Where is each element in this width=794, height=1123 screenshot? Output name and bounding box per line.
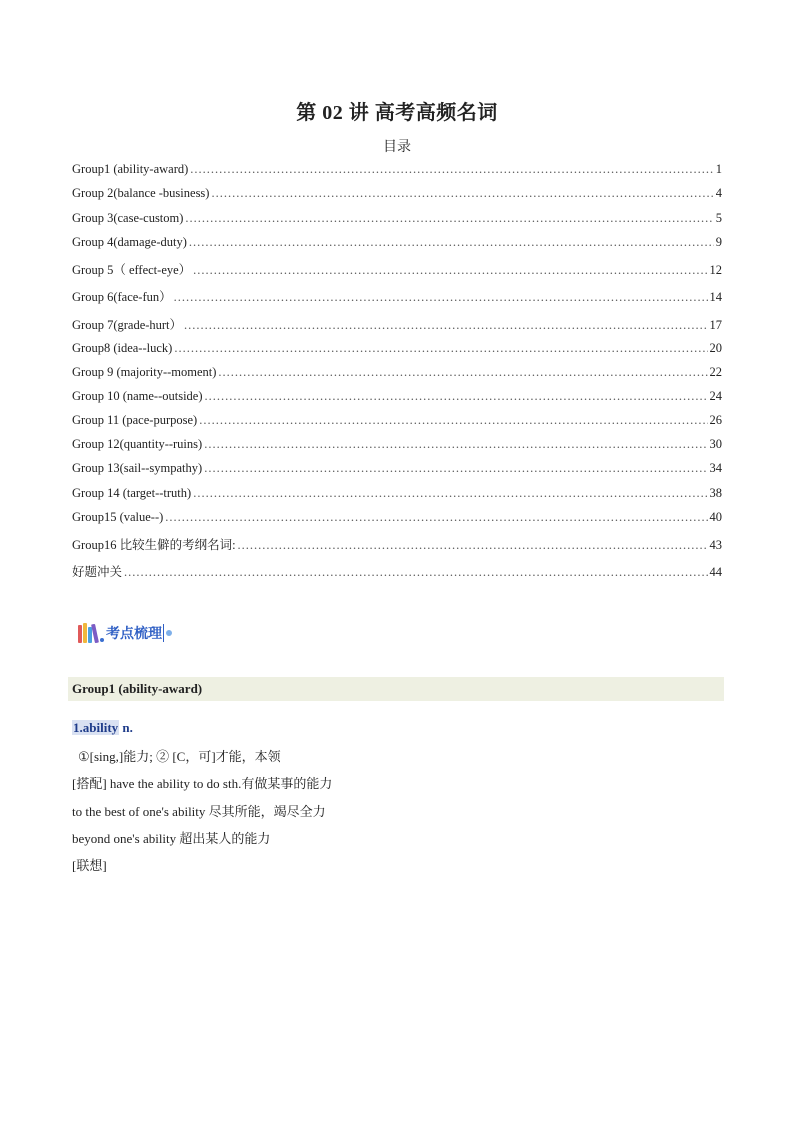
book-spine [78, 625, 82, 643]
toc-entry-page: 26 [709, 413, 722, 427]
toc-entry-label: Group15 (value--) [72, 510, 164, 524]
toc-entry-page: 40 [709, 510, 722, 524]
toc-entry[interactable] [72, 365, 722, 385]
toc-entry-label: Group16 比较生僻的考纲名词: [72, 538, 236, 552]
toc-entry-page: 9 [715, 235, 722, 249]
toc-entry-page: 14 [709, 290, 722, 304]
toc-entry[interactable] [72, 562, 722, 582]
toc-entry[interactable] [72, 341, 722, 361]
decorative-dot [166, 630, 172, 636]
toc-entry[interactable] [72, 486, 722, 506]
toc-entry[interactable] [72, 211, 722, 231]
toc-entry-page: 38 [709, 486, 722, 500]
entry-collocation: [搭配] have the ability to do sth.有做某事的能力 [72, 776, 333, 791]
toc-entry-label: Group 9 (majority--moment) [72, 365, 217, 379]
toc-entry-page: 22 [709, 365, 722, 379]
toc-entry[interactable] [72, 162, 722, 182]
toc-entry[interactable] [72, 413, 722, 433]
toc-entry[interactable] [72, 287, 722, 307]
toc-entry-page: 30 [709, 437, 722, 451]
entry-headword [72, 720, 133, 736]
book-spine [83, 623, 87, 643]
toc-entry-page: 17 [709, 318, 722, 332]
bullet-dot [100, 638, 104, 642]
toc-entry[interactable] [72, 315, 722, 335]
entry-association-label: [联想] [72, 858, 107, 873]
toc-entry-page: 5 [715, 211, 722, 225]
toc-entry-page: 20 [709, 341, 722, 355]
section-banner-label: 考点梳理 [106, 625, 162, 641]
toc-entry-label: Group 2(balance -business) [72, 186, 210, 200]
toc-entry-label: Group 3(case-custom) [72, 211, 184, 225]
toc-entry-label: Group 10 (name--outside) [72, 389, 203, 403]
toc-entry-label: Group8 (idea--luck) [72, 341, 173, 355]
toc-entry-label: Group 14 (target--truth) [72, 486, 192, 500]
toc-entry[interactable] [72, 535, 722, 555]
part-of-speech: n. [119, 720, 133, 735]
section-banner [78, 620, 172, 646]
headword: 1.ability [73, 720, 119, 735]
toc-entry-page: 43 [709, 538, 722, 552]
toc-entry-page: 4 [715, 186, 722, 200]
document-title: 第 02 讲 高考高频名词 [296, 102, 498, 124]
entry-definition: ①[sing,]能力; ② [C，可]才能，本领 [78, 749, 281, 764]
toc-entry-label: 好题冲关 [72, 565, 123, 579]
toc-heading: 目录 [383, 140, 411, 155]
entry-phrase: to the best of one's ability 尽其所能，竭尽全力 [72, 804, 326, 819]
toc-entry[interactable] [72, 260, 722, 280]
toc-entry[interactable] [72, 437, 722, 457]
toc-entry-page: 24 [709, 389, 722, 403]
entry-phrase: beyond one's ability 超出某人的能力 [72, 831, 271, 846]
toc-entry-page: 12 [709, 263, 722, 277]
toc-entry[interactable] [72, 235, 722, 255]
toc-entry[interactable] [72, 186, 722, 206]
toc-entry-label: Group 6(face-fun） [72, 290, 172, 304]
toc-entry-label: Group1 (ability-award) [72, 162, 189, 176]
toc-entry-page: 44 [709, 565, 722, 579]
toc-entry-label: Group 11 (pace-purpose) [72, 413, 198, 427]
toc-entry-label: Group 7(grade-hurt） [72, 318, 183, 332]
book-spine [91, 624, 99, 643]
toc-entry-label: Group 13(sail--sympathy) [72, 461, 203, 475]
toc-entry-page: 1 [715, 162, 722, 176]
toc-entry-label: Group 12(quantity--ruins) [72, 437, 203, 451]
text-cursor [163, 624, 164, 642]
toc-entry-label: Group 4(damage-duty) [72, 235, 187, 249]
toc-entry[interactable] [72, 389, 722, 409]
toc-entry-label: Group 5（ effect-eye） [72, 263, 192, 277]
toc-entry[interactable] [72, 461, 722, 481]
group-heading: Group1 (ability-award) [72, 681, 203, 696]
toc-entry-page: 34 [709, 461, 722, 475]
toc-entry[interactable] [72, 510, 722, 530]
group-heading-bar [68, 677, 724, 701]
books-icon [78, 623, 97, 643]
